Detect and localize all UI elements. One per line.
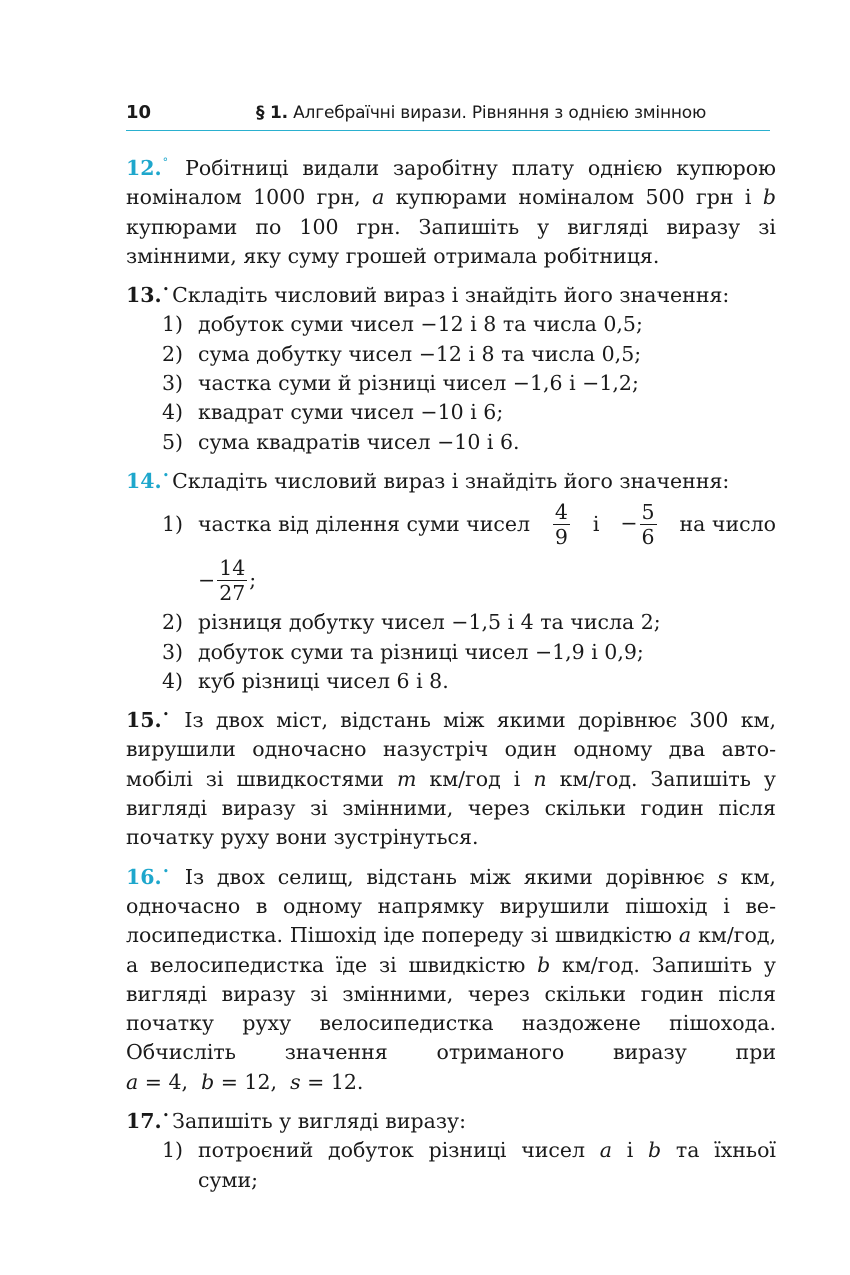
problem-17: 17.• Запишіть у вигляді виразу: 1) потроєний добуток різниці чисел a і b та їхньої суми; <box>126 1101 776 1195</box>
list-item: 5) сума квадратів чисел −10 і 6. <box>162 429 520 454</box>
problem-number: 13. <box>126 283 162 308</box>
list-item: 1) добуток суми чисел −12 і 8 та числа 0,5; <box>162 312 643 337</box>
problem-number: 14. <box>126 468 162 493</box>
problem-12: 12.° Робітниці видали заробітну плату однією купюрою номіналом 1000 грн, a купюрами номіналом 500 грн і b купюрами по 100 грн. Запишіть у вигляді виразу зі змінними, яку суму грошей отримала робітниця. <box>126 156 776 268</box>
list-item: 3) добуток суми та різниці чисел −1,9 і 0,9; <box>162 639 644 664</box>
problem-number: 17. <box>126 1109 162 1134</box>
problem-number: 16. <box>126 864 162 889</box>
list-item: 4) квадрат суми чисел −10 і 6; <box>162 400 504 425</box>
problem-13: 13.• Складіть числовий вираз і знайдіть його значення: 1) добуток суми чисел −12 і 8 та числа 0,5; 2) сума добутку чисел −12 і 8 та числа 0,5; 3) частка суми й різниці чисел −1,6 і −1,2; 4) квадрат суми чисел −10 і 6; 5) сума квадратів чисел −10 і 6. <box>126 275 776 457</box>
fraction: $\frac{4}{9}$ <box>554 499 568 549</box>
list-item: 2) різниця добутку чисел −1,5 і 4 та числа 2; <box>162 610 661 635</box>
fraction: $\frac{14}{27}$ <box>219 555 246 605</box>
page-content <box>126 148 776 1199</box>
page-header <box>126 100 770 131</box>
list-item: 3) частка суми й різниці чисел −1,6 і −1,2; <box>162 371 639 396</box>
section-title: § 1. Алгебраїчні вирази. Рівняння з однією змінною <box>256 103 707 123</box>
list-item: 2) сума добутку чисел −12 і 8 та числа 0,5; <box>162 341 642 366</box>
list-item: 1) частка від ділення суми чисел $\frac{4}{9}$ і − $\frac{5}{6}$ на число <box>162 499 776 549</box>
list-item: 4) куб різниці чисел 6 і 8. <box>162 668 449 693</box>
problem-14: 14.• Складіть числовий вираз і знайдіть його значення: 1) частка від ділення суми чисел $\frac{4}{9}$ і − $\frac{5}{6}$ на число − $\frac{14}{27}$ ; 2) різниця добутку чисел −1,5 і 4 та числа 2; 3) добуток суми та різниці чисел −1,9 і 0,9; 4) куб різниці чисел 6 і 8. <box>126 461 776 696</box>
list-item: 1) потроєний добуток різниці чисел a і b та їхньої суми; <box>162 1138 776 1192</box>
problem-16: 16.• Із двох селищ, відстань між якими дорівнює s км, одночасно в одному напрямку вирушили пішохід і ве-лосипедистка. Пішохід іде попереду зі швидкістю a км/год, а велосипедистка їде зі швидкістю b км/год. Запишіть у вигляді виразу зі змінними, через скільки годин після початку руху велосипедистка наздожене пішохода. Обчисліть значення отриманого виразу при a = 4, b = 12, s = 12. <box>126 864 776 1094</box>
page-number: 10 <box>126 102 152 123</box>
problem-15: 15.• Із двох міст, відстань між якими дорівнює 300 км, вирушили одночасно назустріч один одному два авто-мобілі зі швидкостями m км/год і n км/год. Запишіть у вигляді виразу зі змінними, через скільки годин після початку руху вони зустрінуться. <box>126 708 776 850</box>
problem-number: 12. <box>126 156 162 180</box>
problem-number: 15. <box>126 708 162 733</box>
fraction: $\frac{5}{6}$ <box>641 499 655 549</box>
fraction-line: − $\frac{14}{27}$ ; <box>198 555 257 605</box>
